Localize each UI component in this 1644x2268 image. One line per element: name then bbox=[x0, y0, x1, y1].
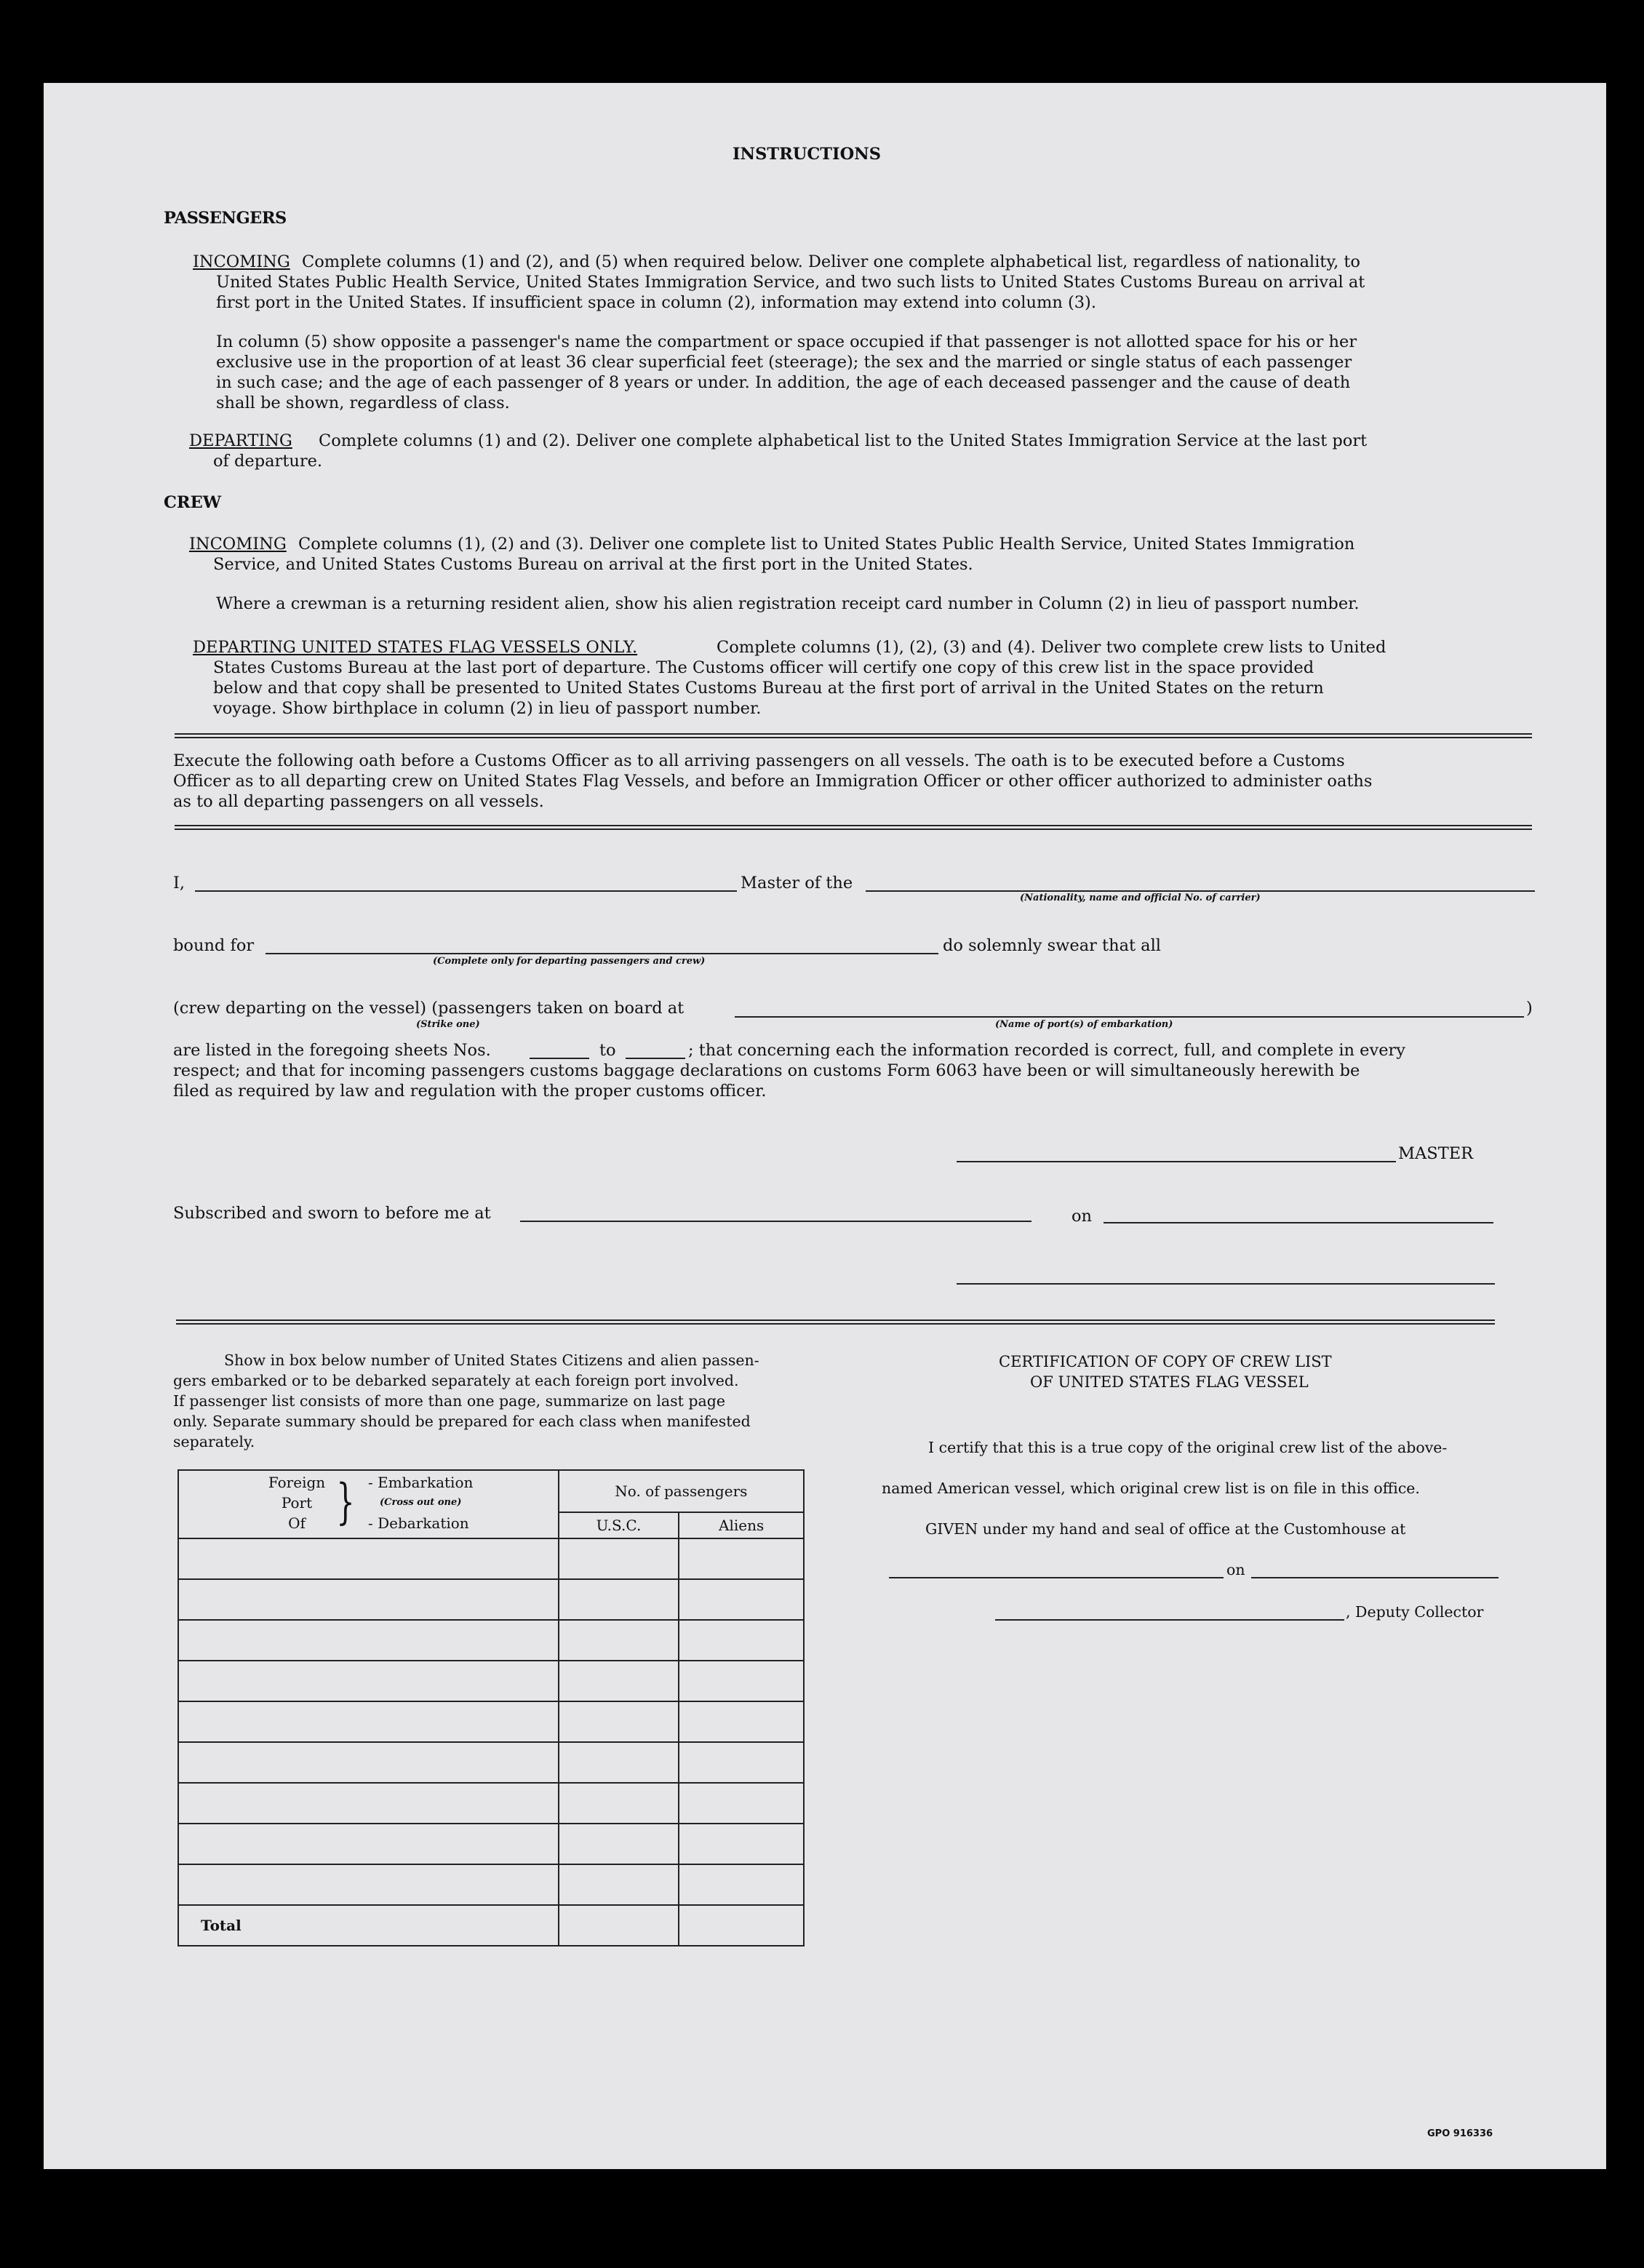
crew-departing-line-3: below and that copy shall be presented to United States Customs Bureau at the first port of arrival in the United States on the return bbox=[213, 679, 1324, 698]
aliens-cell[interactable] bbox=[679, 1620, 804, 1661]
master-label: MASTER bbox=[1398, 1144, 1474, 1163]
oath-i-label: I, bbox=[173, 874, 185, 893]
gpo-stamp: GPO 916336 bbox=[1427, 2128, 1493, 2139]
listed-to: to bbox=[599, 1041, 616, 1060]
aliens-cell[interactable] bbox=[679, 1783, 804, 1824]
divider bbox=[176, 1319, 1495, 1325]
aliens-cell[interactable] bbox=[679, 1864, 804, 1905]
usc-cell[interactable] bbox=[559, 1579, 679, 1620]
cross-out-caption: (Cross out one) bbox=[380, 1497, 462, 1508]
aliens-cell[interactable] bbox=[679, 1824, 804, 1864]
total-usc-cell[interactable] bbox=[559, 1905, 679, 1946]
aliens-cell[interactable] bbox=[679, 1742, 804, 1783]
crew-departing-strike-label: (crew departing on the vessel) (passengers taken on board at bbox=[173, 999, 685, 1018]
officer-signature-field[interactable] bbox=[957, 1283, 1495, 1285]
usc-header: U.S.C. bbox=[559, 1512, 679, 1538]
usc-cell[interactable] bbox=[559, 1864, 679, 1905]
aliens-cell[interactable] bbox=[679, 1538, 804, 1579]
divider bbox=[175, 733, 1532, 738]
customhouse-field[interactable] bbox=[889, 1577, 1224, 1578]
certification-line-2: named American vessel, which original crew list is on file in this office. bbox=[882, 1480, 1420, 1497]
crew-departing-line-1: Complete columns (1), (2), (3) and (4). Deliver two complete crew lists to United bbox=[717, 638, 1386, 657]
usc-cell[interactable] bbox=[559, 1661, 679, 1701]
passenger-summary-table bbox=[177, 1469, 805, 1946]
column5-line-3: in such case; and the age of each passenger of 8 years or under. In addition, the age of each deceased passenger and the cause of death bbox=[216, 373, 1351, 392]
debarkation-label[interactable]: - Debarkation bbox=[368, 1514, 469, 1532]
crew-resident-line: Where a crewman is a returning resident alien, show his alien registration receipt card number in Column (2) in lieu of passport number. bbox=[216, 594, 1360, 613]
carrier-field[interactable] bbox=[866, 890, 1535, 892]
certification-title-1: CERTIFICATION OF COPY OF CREW LIST bbox=[999, 1353, 1332, 1370]
certification-line-1: I certify that this is a true copy of the original crew list of the above- bbox=[928, 1439, 1448, 1456]
usc-cell[interactable] bbox=[559, 1783, 679, 1824]
passengers-heading: PASSENGERS bbox=[164, 209, 287, 228]
port-header-cell bbox=[178, 1470, 559, 1538]
bound-for-field[interactable] bbox=[266, 953, 938, 954]
column5-line-4: shall be shown, regardless of class. bbox=[216, 394, 510, 412]
listed-pre: are listed in the foregoing sheets Nos. bbox=[173, 1041, 491, 1060]
passengers-departing-line-2: of departure. bbox=[213, 452, 323, 471]
strike-one-caption: (Strike one) bbox=[416, 1019, 480, 1030]
summary-instructions-line-3: If passenger list consists of more than one page, summarize on last page bbox=[173, 1392, 726, 1410]
deputy-collector-signature-field[interactable] bbox=[995, 1619, 1344, 1621]
usc-cell[interactable] bbox=[559, 1824, 679, 1864]
bound-for-label: bound for bbox=[173, 936, 255, 955]
crew-heading: CREW bbox=[164, 493, 222, 512]
passengers-incoming-line-3: first port in the United States. If insufficient space in column (2), information may extend into column (3). bbox=[216, 293, 1096, 312]
summary-instructions-line-1: Show in box below number of United States Citizens and alien passen- bbox=[224, 1351, 759, 1369]
form-page bbox=[44, 83, 1606, 2169]
crew-departing-label: DEPARTING UNITED STATES FLAG VESSELS ONLY. bbox=[193, 638, 638, 657]
sheet-from-field[interactable] bbox=[530, 1058, 589, 1059]
passengers-departing-line-1: Complete columns (1) and (2). Deliver one complete alphabetical list to the United States Immigration Service at the last port bbox=[319, 431, 1368, 450]
column5-line-1: In column (5) show opposite a passenger's name the compartment or space occupied if that passenger is not allotted space for his or her bbox=[216, 332, 1357, 351]
crew-incoming-line-2: Service, and United States Customs Bureau on arrival at the first port in the United States. bbox=[213, 555, 973, 574]
oath-intro-line-2: Officer as to all departing crew on United States Flag Vessels, and before an Immigration Officer or other officer authorized to administer oaths bbox=[173, 772, 1373, 791]
certification-line-3: GIVEN under my hand and seal of office at the Customhouse at bbox=[925, 1520, 1406, 1538]
oath-line-2: respect; and that for incoming passengers customs baggage declarations on customs Form 6063 have been or will simultaneously herewith be bbox=[173, 1061, 1360, 1080]
sworn-date-field[interactable] bbox=[1104, 1222, 1493, 1223]
swear-label: do solemnly swear that all bbox=[943, 936, 1161, 955]
crew-incoming-label: INCOMING bbox=[189, 535, 287, 554]
master-name-field[interactable] bbox=[195, 890, 737, 892]
passengers-incoming-line-2: United States Public Health Service, United States Immigration Service, and two such lists to United States Customs Bureau on arrival at bbox=[216, 273, 1365, 292]
deputy-collector-label: , Deputy Collector bbox=[1346, 1603, 1484, 1621]
port-cell[interactable] bbox=[178, 1864, 559, 1905]
summary-instructions-line-2: gers embarked or to be debarked separately at each foreign port involved. bbox=[173, 1372, 739, 1389]
usc-cell[interactable] bbox=[559, 1620, 679, 1661]
no-passengers-header: No. of passengers bbox=[559, 1470, 804, 1512]
passengers-departing-label: DEPARTING bbox=[189, 431, 292, 450]
port-cell[interactable] bbox=[178, 1742, 559, 1783]
summary-instructions-line-4: only. Separate summary should be prepared for each class when manifested bbox=[173, 1413, 751, 1430]
port-cell[interactable] bbox=[178, 1824, 559, 1864]
aliens-cell[interactable] bbox=[679, 1701, 804, 1742]
port-caption: (Name of port(s) of embarkation) bbox=[995, 1019, 1173, 1030]
master-of-the-label: Master of the bbox=[741, 874, 853, 893]
port-cell[interactable] bbox=[178, 1538, 559, 1579]
crew-departing-line-2: States Customs Bureau at the last port of departure. The Customs officer will certify one copy of this crew list in the space provided bbox=[213, 658, 1314, 677]
passengers-incoming-line-1: Complete columns (1) and (2), and (5) when required below. Deliver one complete alphabetical list, regardless of nationality, to bbox=[302, 252, 1360, 271]
foreign-label: Foreign bbox=[268, 1474, 326, 1491]
total-aliens-cell[interactable] bbox=[679, 1905, 804, 1946]
oath-intro-line-3: as to all departing passengers on all vessels. bbox=[173, 792, 544, 811]
crew-incoming-line-1: Complete columns (1), (2) and (3). Deliver one complete list to United States Public Health Service, United States Immigration bbox=[298, 535, 1355, 554]
port-cell[interactable] bbox=[178, 1579, 559, 1620]
port-cell[interactable] bbox=[178, 1620, 559, 1661]
oath-intro-line-1: Execute the following oath before a Customs Officer as to all arriving passengers on all vessels. The oath is to be executed before a Customs bbox=[173, 751, 1345, 770]
summary-instructions-line-5: separately. bbox=[173, 1433, 255, 1450]
port-cell[interactable] bbox=[178, 1701, 559, 1742]
port-label: Port bbox=[281, 1494, 313, 1512]
of-label: Of bbox=[288, 1514, 306, 1532]
listed-post: ; that concerning each the information recorded is correct, full, and complete in every bbox=[688, 1041, 1405, 1060]
divider bbox=[175, 825, 1532, 830]
sheet-to-field[interactable] bbox=[626, 1058, 685, 1059]
master-signature-field[interactable] bbox=[957, 1161, 1396, 1162]
bound-caption: (Complete only for departing passengers and crew) bbox=[433, 956, 706, 967]
oath-line-3: filed as required by law and regulation with the proper customs officer. bbox=[173, 1082, 767, 1101]
sworn-on-label: on bbox=[1072, 1207, 1093, 1226]
column5-line-2: exclusive use in the proportion of at least 36 clear superficial feet (steerage); the sex and the married or single status of each passenger bbox=[216, 353, 1352, 372]
aliens-cell[interactable] bbox=[679, 1661, 804, 1701]
aliens-cell[interactable] bbox=[679, 1579, 804, 1620]
sworn-at-field[interactable] bbox=[520, 1221, 1032, 1222]
usc-cell[interactable] bbox=[559, 1701, 679, 1742]
certification-title-2: OF UNITED STATES FLAG VESSEL bbox=[1030, 1373, 1309, 1391]
certification-on-label: on bbox=[1226, 1561, 1245, 1578]
passengers-incoming-label: INCOMING bbox=[193, 252, 290, 271]
port-cell[interactable] bbox=[178, 1783, 559, 1824]
aliens-header: Aliens bbox=[679, 1512, 804, 1538]
embarkation-label[interactable]: - Embarkation bbox=[368, 1474, 474, 1491]
port-cell[interactable] bbox=[178, 1661, 559, 1701]
usc-cell[interactable] bbox=[559, 1538, 679, 1579]
close-paren: ) bbox=[1526, 999, 1533, 1018]
total-label: Total bbox=[178, 1905, 559, 1946]
usc-cell[interactable] bbox=[559, 1742, 679, 1783]
brace-icon: } bbox=[336, 1474, 355, 1530]
carrier-caption: (Nationality, name and official No. of carrier) bbox=[1020, 893, 1261, 903]
subscribed-label: Subscribed and sworn to before me at bbox=[173, 1204, 491, 1223]
crew-departing-line-4: voyage. Show birthplace in column (2) in lieu of passport number. bbox=[213, 699, 762, 718]
certification-date-field[interactable] bbox=[1251, 1577, 1499, 1578]
port-of-embarkation-field[interactable] bbox=[735, 1016, 1524, 1018]
page-title: INSTRUCTIONS bbox=[733, 145, 881, 164]
